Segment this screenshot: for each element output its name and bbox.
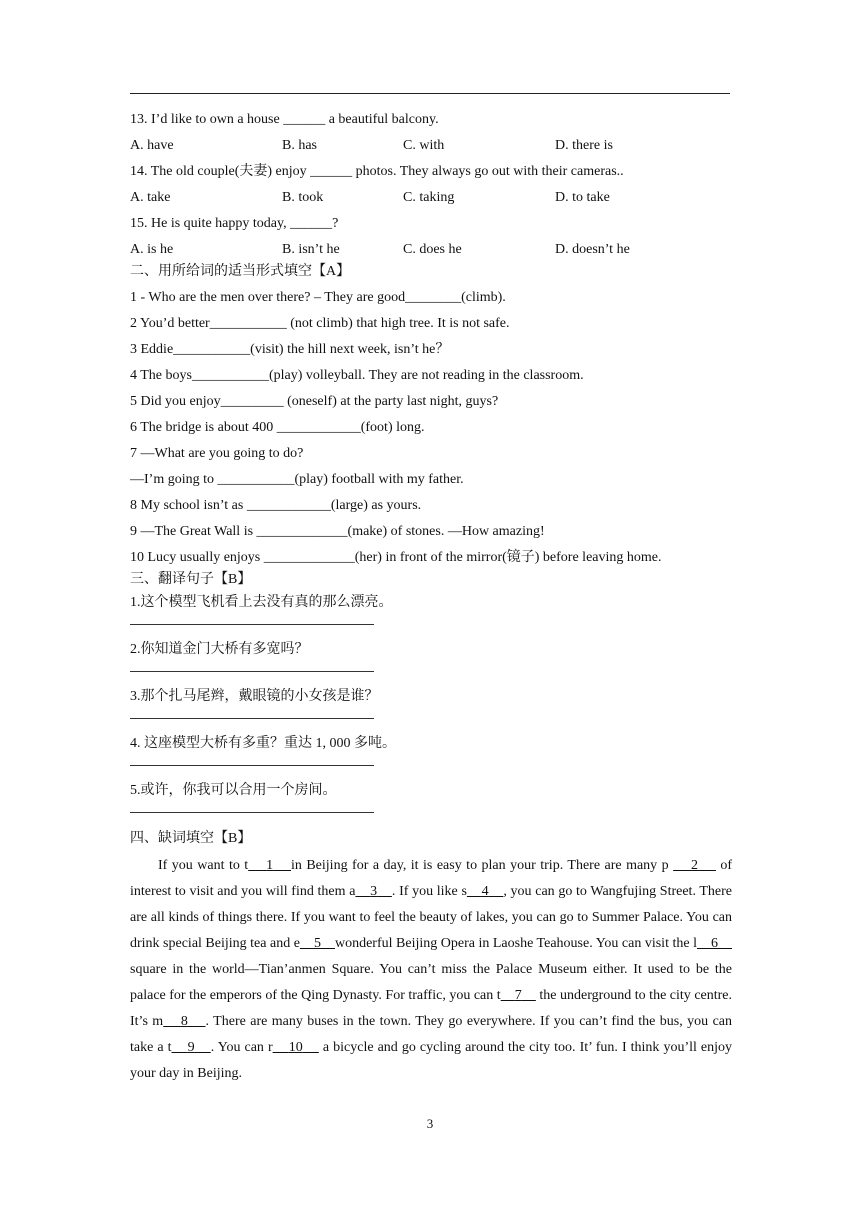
answer-blank: _____________	[263, 550, 355, 565]
answer-line	[130, 671, 374, 672]
section-3-heading: 三、翻译句子【B】	[130, 572, 252, 587]
option-14a: A. take	[130, 190, 171, 205]
answer-blank: _________	[220, 394, 284, 409]
option-15d: D. doesn’t he	[555, 242, 630, 257]
answer-blank: _____________	[256, 524, 348, 539]
fill-item	[130, 315, 510, 333]
fill-item-text: 10 Lucy usually enjoys	[130, 550, 264, 565]
fill-item-text: 7 —What are you going to do?	[130, 446, 304, 461]
fill-item	[130, 549, 662, 567]
fill-item-text: 4 The boys	[130, 368, 192, 383]
passage-text: square in the world—Tian’anmen Square. You can’t miss the Palace Museum either. It used to be the palace for the emperors of the Qing Dynasty. For traffic, you can t	[130, 962, 732, 1003]
section-2-heading: 二、用所给词的适当形式填空【A】	[130, 264, 351, 279]
answer-blank: ________	[405, 290, 462, 305]
option-14d: D. to take	[555, 190, 610, 205]
cloze-blank: 2	[691, 858, 699, 873]
passage-text: in Beijing for a day, it is easy to plan your trip. There are many p	[290, 858, 674, 873]
translation-item: 1.这个模型飞机看上去没有真的那么漂亮。	[130, 595, 393, 610]
option-15b: B. isn’t he	[282, 242, 340, 257]
section-4-heading: 四、缺词填空【B】	[130, 831, 252, 846]
cloze-blank: 9	[187, 1040, 195, 1055]
answer-blank: ____________	[246, 498, 331, 513]
fill-item	[130, 497, 421, 515]
fill-item	[130, 445, 303, 463]
fill-item	[130, 471, 464, 489]
option-13d: D. there is	[555, 138, 613, 153]
passage-text: , you can go to Wangfujing Street. There are all kinds of things there. If you want to feel the beauty of lakes, you can go to Summer Palace. You can drink special Beijing tea and e	[130, 884, 733, 951]
question-15: 15. He is quite happy today, ______?	[130, 216, 339, 231]
fill-item	[130, 289, 506, 307]
option-13a: A. have	[130, 138, 174, 153]
fill-item-hint: (not climb) that high tree. It is not safe.	[286, 316, 510, 331]
fill-item-text: 9 —The Great Wall is	[130, 524, 257, 539]
passage-text: If you want to t	[158, 858, 249, 873]
option-15c: C. does he	[403, 242, 462, 257]
fill-item-text: 6 The bridge is about 400	[130, 420, 277, 435]
answer-line	[130, 624, 374, 625]
answer-blank: ___________	[217, 472, 295, 487]
fill-item-hint: (foot) long.	[360, 420, 425, 435]
fill-item-hint: (oneself) at the party last night, guys?	[283, 394, 499, 409]
answer-blank: ___________	[173, 342, 251, 357]
passage-text: wonderful Beijing Opera in Laoshe Teahouse. You can visit the l	[334, 936, 697, 951]
option-14c: C. taking	[403, 190, 455, 205]
fill-item-text: —I’m going to	[130, 472, 218, 487]
question-13: 13. I’d like to own a house ______ a beautiful balcony.	[130, 112, 439, 127]
fill-item	[130, 523, 545, 541]
passage-text: . There are many buses in the town. They go everywhere. If you can’t find the bus, you can take a t	[130, 1014, 733, 1055]
fill-item	[130, 367, 584, 385]
fill-item-text: 3 Eddie	[130, 342, 174, 357]
fill-item-hint: (play) football with my father.	[294, 472, 464, 487]
translation-item: 5.或许，你我可以合用一个房间。	[130, 783, 337, 798]
answer-line	[130, 718, 374, 719]
passage-text: of interest to visit and you will find them a	[130, 858, 733, 899]
header-rule	[130, 93, 730, 94]
cloze-blank: 6	[711, 936, 718, 951]
answer-blank: ____________	[276, 420, 361, 435]
passage-text: . If you like s	[391, 884, 467, 899]
cloze-blank: 10	[288, 1040, 303, 1055]
cloze-blank: 3	[370, 884, 378, 899]
cloze-blank: 8	[180, 1014, 188, 1029]
cloze-blank: 5	[313, 936, 321, 951]
passage-text: a bicycle and go cycling around the city too. It’ fun. I think you’ll enjoy your day in Beijing.	[130, 1040, 733, 1081]
passage-text: . You can r	[210, 1040, 273, 1055]
fill-item-hint: (climb).	[461, 290, 506, 305]
option-14b: B. took	[282, 190, 324, 205]
cloze-blank: 7	[514, 988, 522, 1003]
answer-line	[130, 765, 374, 766]
fill-item	[130, 419, 425, 437]
fill-item-hint: (play) volleyball. They are not reading in the classroom.	[268, 368, 584, 383]
fill-item-text: 2 You’d better	[130, 316, 210, 331]
fill-item	[130, 393, 498, 411]
question-14: 14. The old couple(夫妻) enjoy ______ photos. They always go out with their cameras..	[130, 164, 624, 179]
fill-item-hint: (visit) the hill next week, isn’t he？	[250, 342, 450, 357]
passage-text: the underground to the city centre. It’s m	[130, 988, 733, 1029]
fill-item	[130, 341, 449, 359]
fill-item-text: 8 My school isn’t as	[130, 498, 247, 513]
fill-item-text: 1 - Who are the men over there? – They are good	[130, 290, 406, 305]
cloze-passage	[130, 853, 732, 1087]
cloze-blank: 4	[481, 884, 489, 899]
answer-blank: ___________	[209, 316, 287, 331]
translation-item: 3.那个扎马尾辫，戴眼镜的小女孩是谁？	[130, 689, 379, 704]
fill-item-hint: (her) in front of the mirror(镜子) before leaving home.	[354, 550, 662, 565]
translation-item: 2.你知道金门大桥有多宽吗？	[130, 642, 309, 657]
answer-line	[130, 812, 374, 813]
answer-blank: ___________	[191, 368, 269, 383]
cloze-blank: 1	[266, 858, 274, 873]
fill-item-hint: (large) as yours.	[330, 498, 422, 513]
translation-item: 4. 这座模型大桥有多重？重达 1, 000 多吨。	[130, 736, 396, 751]
option-13c: C. with	[403, 138, 445, 153]
fill-item-hint: (make) of stones. —How amazing!	[347, 524, 545, 539]
page-number: 3	[426, 1116, 434, 1131]
option-13b: B. has	[282, 138, 317, 153]
option-15a: A. is he	[130, 242, 174, 257]
fill-item-text: 5 Did you enjoy	[130, 394, 221, 409]
